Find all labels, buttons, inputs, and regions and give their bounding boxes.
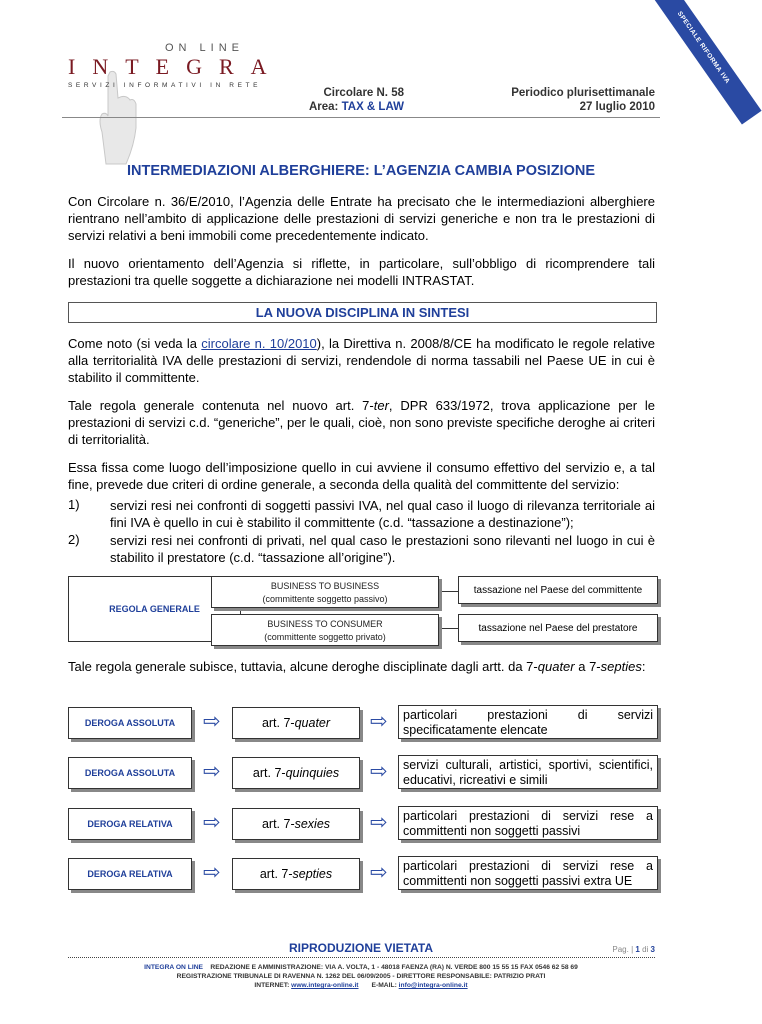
article-prefix: art. 7- [261,817,295,831]
area-label: Area: [308,101,339,113]
btb-title: BUSINESS TO BUSINESS [270,581,380,591]
p4-text-before: Tale regola generale subisce, tuttavia, alcune deroghe disciplinate dagli artt. da 7- [68,659,538,674]
circolare-link[interactable]: circolare n. 10/2010 [201,336,317,351]
page-number: 1 [635,945,640,954]
right-arrow-icon: ⇨ [370,811,388,834]
btc-subtitle: (committente soggetto privato) [264,632,386,642]
footer-line-2: REGISTRAZIONE TRIBUNALE DI RAVENNA N. 1262 DEL 06/09/2005 - DIRETTORE RESPONSABILE: PATRIZIO PRATI [176,973,546,980]
periodico-label: Periodico plurisettimanale [511,87,655,99]
right-arrow-icon: ⇨ [370,710,388,733]
footer-divider [68,957,655,958]
p4-text-after: : [641,659,646,674]
deroga-description-2: servizi culturali, artistici, sportivi, scientifici, educativi, ricreativi e simili [398,755,658,789]
footer-line-1 [62,964,660,971]
list-number-1: 1) [68,497,80,512]
deroga-label-1: DEROGA ASSOLUTA [68,707,192,739]
section-title: LA NUOVA DISCIPLINA IN SINTESI [68,302,657,323]
page-of: di [642,945,649,954]
page-label: Pag. | [612,945,634,954]
p2-text-after: , DPR 633/1972, trova applicazione per le prestazioni di servizi c.d. “generiche”, per le quali, cioè, non sono previste specifiche deroghe ai criteri di territorialità. [68,398,655,447]
btb-box [211,576,439,608]
body-paragraph-4 [68,658,655,675]
header-divider [62,117,660,118]
result-prestatore: tassazione nel Paese del prestatore [458,614,658,642]
website-link[interactable]: www.integra-online.it [291,982,359,989]
p4-italic-1: quater [537,659,575,674]
p1-text-before: Come noto (si veda la [68,336,202,351]
p4-text-mid: a 7- [574,659,601,674]
deroga-article-3 [232,808,360,840]
regola-generale-box: REGOLA GENERALE [68,576,241,642]
deroga-description-4: particolari prestazioni di servizi rese a committenti non soggetti passivi extra UE [398,856,658,890]
right-arrow-icon: ⇨ [203,710,221,733]
body-paragraph-2 [68,397,655,448]
page-total: 3 [650,945,655,954]
list-number-2: 2) [68,532,80,547]
p2-italic: ter [373,398,389,413]
btc-box [211,614,439,646]
right-arrow-icon: ⇨ [203,861,221,884]
ribbon-label: SPECIALE RIFORMA IVA [644,0,761,125]
body-paragraph-1 [68,335,655,386]
article-suffix: quater [294,716,331,730]
deroga-article-4 [232,858,360,890]
page-indicator [612,945,655,954]
article-prefix: art. 7- [261,716,295,730]
p4-italic-2: septies [600,659,642,674]
article-suffix: quinquies [285,766,340,780]
btc-title: BUSINESS TO CONSUMER [267,619,383,629]
email-link[interactable]: info@integra-online.it [398,982,468,989]
connector-line-2 [439,628,458,629]
intro-paragraph-2: Il nuovo orientamento dell’Agenzia si riflette, in particolare, sull’obbligo di ricomprendere tali prestazioni tra quelle soggette a dichiarazione nei modelli INTRASTAT. [68,256,655,288]
right-arrow-icon: ⇨ [370,760,388,783]
logo-tagline: SERVIZI INFORMATIVI IN RETE [68,82,262,89]
intro-paragraph-1: Con Circolare n. 36/E/2010, l’Agenzia delle Entrate ha precisato che le intermediazioni alberghiere rientrano nell’ambito di applicazione delle prestazioni di servizi generiche e non tra le prestazioni di servizi relativi a beni immobili come precedentemente indicato. [68,194,655,243]
article-suffix: sexies [294,817,331,831]
page-title: INTERMEDIAZIONI ALBERGHIERE: L’AGENZIA CAMBIA POSIZIONE [126,163,596,179]
deroga-label-3: DEROGA RELATIVA [68,808,192,840]
logo-online: ON LINE [165,42,245,54]
deroga-label-2: DEROGA ASSOLUTA [68,757,192,789]
logo-name: INTEGRA [68,54,284,79]
circolare-number: Circolare N. 58 [323,87,404,99]
article-prefix: art. 7- [252,766,286,780]
area-value: TAX & LAW [341,101,404,113]
btb-subtitle: (committente soggetto passivo) [262,594,388,604]
footer-line-3 [62,982,660,989]
p2-text-before: Tale regola generale contenuta nel nuovo art. 7- [68,398,374,413]
email-label: E-MAIL: [371,982,397,989]
list-item-2: servizi resi nei confronti di privati, nel qual caso le prestazioni sono rilevanti nel luogo in cui è stabilito il prestatore (c.d. “tassazione all’origine”). [110,533,655,565]
right-arrow-icon: ⇨ [203,811,221,834]
connector-line-1 [439,591,458,592]
footer-brand: INTEGRA ON LINE [144,964,203,971]
p1-text-after: ), la Direttiva n. 2008/8/CE ha modificato le regole relative alla territorialità IVA delle prestazioni di servizi, rendendole di norma tassabili nel Paese UE in cui è stabilito il committente. [68,336,655,385]
deroga-description-1: particolari prestazioni di servizi specificatamente elencate [398,705,658,739]
right-arrow-icon: ⇨ [203,760,221,783]
body-paragraph-3: Essa fissa come luogo dell’imposizione quello in cui avviene il consumo effettivo del servizio e, a tal fine, prevede due criteri di ordine generale, a seconda della qualità del committente del servizio: [68,460,655,492]
result-committente: tassazione nel Paese del committente [458,576,658,604]
deroga-article-1 [232,707,360,739]
right-arrow-icon: ⇨ [370,861,388,884]
footer-title: RIPRODUZIONE VIETATA [289,941,433,955]
list-item-1: servizi resi nei confronti di soggetti passivi IVA, nel qual caso il luogo di rilevanza territoriale ai fini IVA è quello in cui è stabilito il committente (c.d. “tassazione a destinazione”); [110,498,655,530]
deroga-label-4: DEROGA RELATIVA [68,858,192,890]
internet-label: INTERNET: [254,982,290,989]
area-line [260,101,404,113]
deroga-article-2 [232,757,360,789]
article-prefix: art. 7- [259,867,293,881]
deroga-description-3: particolari prestazioni di servizi rese a committenti non soggetti passivi [398,806,658,840]
footer-address: REDAZIONE E AMMINISTRAZIONE: VIA A. VOLTA, 1 - 48018 FAENZA (RA) N. VERDE 800 15 55 15 FAX 0546 62 58 69 [210,964,578,971]
issue-date: 27 luglio 2010 [579,101,655,113]
article-suffix: septies [292,867,333,881]
